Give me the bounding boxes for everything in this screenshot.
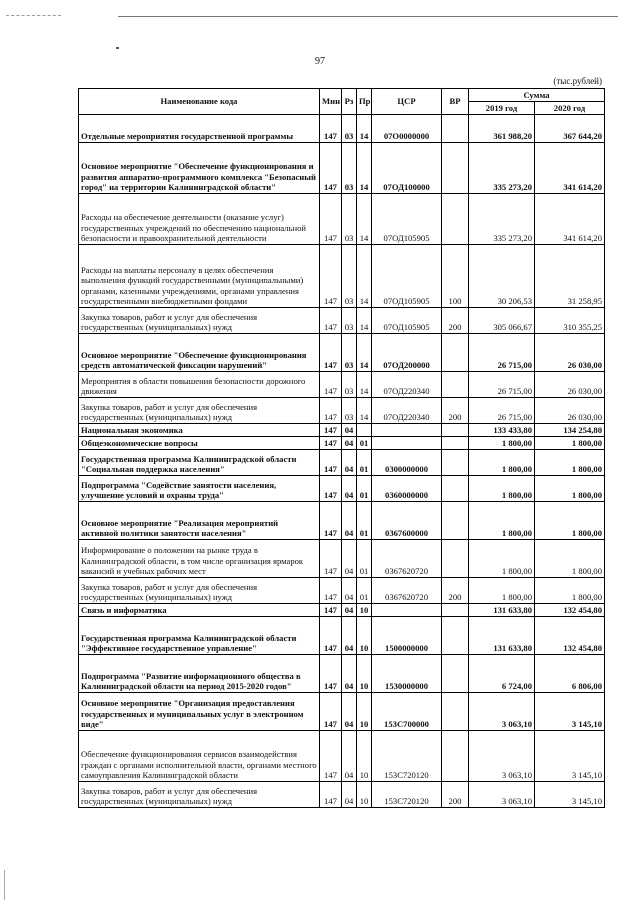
page-number: 97	[315, 56, 325, 67]
cell-pr: 14	[357, 245, 372, 308]
cell-rz: 03	[342, 308, 357, 334]
table-row	[79, 655, 605, 693]
header-csr: ЦСР	[372, 89, 442, 115]
cell-y2020: 132 454,80	[535, 604, 605, 617]
cell-csr: 07О0000000	[372, 115, 442, 143]
cell-vr	[442, 540, 469, 578]
cell-pr: 01	[357, 450, 372, 476]
table-body	[79, 115, 605, 808]
cell-csr	[372, 437, 442, 450]
cell-y2020: 6 806,00	[535, 655, 605, 693]
cell-pr: 10	[357, 731, 372, 782]
cell-y2019: 26 715,00	[469, 398, 535, 424]
cell-name: Закупка товаров, работ и услуг для обеспечения государственных (муниципальных) нужд	[79, 782, 320, 808]
table-row	[79, 731, 605, 782]
cell-mn: 147	[320, 334, 342, 372]
cell-y2019: 1 800,00	[469, 476, 535, 502]
cell-mn: 147	[320, 143, 342, 194]
cell-rz: 04	[342, 450, 357, 476]
cell-pr: 14	[357, 115, 372, 143]
cell-y2019: 1 800,00	[469, 540, 535, 578]
cell-y2019: 1 800,00	[469, 578, 535, 604]
table-row	[79, 245, 605, 308]
cell-csr: 0367620720	[372, 578, 442, 604]
cell-mn: 147	[320, 450, 342, 476]
cell-rz: 03	[342, 194, 357, 245]
cell-pr: 10	[357, 604, 372, 617]
cell-name: Основное мероприятие "Организация предоставления государственных и муниципальных услуг в электронном виде"	[79, 693, 320, 731]
cell-y2019: 1 800,00	[469, 450, 535, 476]
cell-mn: 147	[320, 437, 342, 450]
cell-y2019: 1 800,00	[469, 502, 535, 540]
cell-csr: 07ОД100000	[372, 143, 442, 194]
cell-csr: 1530000000	[372, 655, 442, 693]
cell-pr: 01	[357, 578, 372, 604]
cell-rz: 04	[342, 424, 357, 437]
cell-vr	[442, 502, 469, 540]
cell-rz: 03	[342, 115, 357, 143]
cell-rz: 04	[342, 782, 357, 808]
cell-y2019: 335 273,20	[469, 194, 535, 245]
cell-y2020: 1 800,00	[535, 437, 605, 450]
top-left-mark	[6, 15, 61, 16]
cell-name: Основное мероприятие "Обеспечение функционирования средств автоматической фиксации нарушений"	[79, 334, 320, 372]
cell-mn: 147	[320, 424, 342, 437]
cell-name: Мероприятия в области повышения безопасности дорожного движения	[79, 372, 320, 398]
cell-csr	[372, 604, 442, 617]
cell-csr: 07ОД200000	[372, 334, 442, 372]
cell-y2020: 310 355,25	[535, 308, 605, 334]
cell-vr	[442, 450, 469, 476]
cell-pr: 14	[357, 308, 372, 334]
cell-vr: 200	[442, 308, 469, 334]
header-2019: 2019 год	[469, 102, 535, 115]
cell-y2020: 132 454,80	[535, 617, 605, 655]
cell-name: Закупка товаров, работ и услуг для обеспечения государственных (муниципальных) нужд	[79, 308, 320, 334]
cell-name: Обеспечение функционирования сервисов взаимодействия граждан с органами исполнительной власти, органами местного самоуправления Калининградской области	[79, 731, 320, 782]
cell-csr: 07ОД105905	[372, 308, 442, 334]
cell-pr: 14	[357, 334, 372, 372]
cell-y2020: 341 614,20	[535, 194, 605, 245]
cell-y2020: 3 145,10	[535, 782, 605, 808]
table-row	[79, 578, 605, 604]
cell-y2019: 30 206,53	[469, 245, 535, 308]
cell-y2019: 26 715,00	[469, 372, 535, 398]
cell-y2019: 361 988,20	[469, 115, 535, 143]
cell-mn: 147	[320, 604, 342, 617]
cell-name: Государственная программа Калининградской области "Социальная поддержка населения"	[79, 450, 320, 476]
cell-y2019: 131 633,80	[469, 617, 535, 655]
table-row	[79, 540, 605, 578]
cell-rz: 03	[342, 334, 357, 372]
cell-name: Информирование о положении на рынке труда в Калининградской области, в том числе организация ярмарок вакансий и учебных рабочих мест	[79, 540, 320, 578]
cell-y2019: 6 724,00	[469, 655, 535, 693]
cell-y2019: 131 633,80	[469, 604, 535, 617]
cell-y2020: 26 030,00	[535, 398, 605, 424]
cell-pr: 14	[357, 194, 372, 245]
cell-csr: 153С720120	[372, 782, 442, 808]
cell-mn: 147	[320, 617, 342, 655]
cell-vr: 200	[442, 398, 469, 424]
cell-rz: 04	[342, 540, 357, 578]
cell-name: Отдельные мероприятия государственной программы	[79, 115, 320, 143]
cell-vr	[442, 115, 469, 143]
header-mn: Мин	[320, 89, 342, 115]
cell-y2019: 3 063,10	[469, 782, 535, 808]
cell-y2020: 134 254,80	[535, 424, 605, 437]
cell-mn: 147	[320, 502, 342, 540]
cell-pr	[357, 424, 372, 437]
cell-vr	[442, 476, 469, 502]
cell-pr: 10	[357, 693, 372, 731]
cell-vr	[442, 143, 469, 194]
cell-name: Расходы на обеспечение деятельности (оказание услуг) государственных учреждений по обеспечению национальной безопасности и правоохранительной деятельности	[79, 194, 320, 245]
cell-rz: 04	[342, 578, 357, 604]
cell-rz: 04	[342, 617, 357, 655]
table-row	[79, 437, 605, 450]
cell-rz: 04	[342, 502, 357, 540]
cell-mn: 147	[320, 476, 342, 502]
table-row	[79, 424, 605, 437]
cell-mn: 147	[320, 245, 342, 308]
cell-csr: 07ОД105905	[372, 245, 442, 308]
cell-name: Подпрограмма "Развитие информационного общества в Калининградской области на период 2015-2020 годов"	[79, 655, 320, 693]
cell-mn: 147	[320, 398, 342, 424]
cell-vr	[442, 194, 469, 245]
cell-mn: 147	[320, 655, 342, 693]
cell-name: Основное мероприятие "Реализация мероприятий активной политики занятости населения"	[79, 502, 320, 540]
cell-rz: 04	[342, 437, 357, 450]
cell-name: Связь и информатика	[79, 604, 320, 617]
cell-pr: 14	[357, 143, 372, 194]
cell-y2020: 1 800,00	[535, 476, 605, 502]
cell-pr: 14	[357, 398, 372, 424]
cell-y2020: 1 800,00	[535, 502, 605, 540]
header-sum: Сумма	[469, 89, 605, 102]
cell-vr: 100	[442, 245, 469, 308]
cell-vr	[442, 617, 469, 655]
cell-y2019: 26 715,00	[469, 334, 535, 372]
table-row	[79, 372, 605, 398]
table-row	[79, 617, 605, 655]
cell-name: Подпрограмма "Содействие занятости населения, улучшение условий и охраны труда"	[79, 476, 320, 502]
cell-csr: 0360000000	[372, 476, 442, 502]
cell-rz: 03	[342, 398, 357, 424]
cell-vr	[442, 655, 469, 693]
cell-y2020: 3 145,10	[535, 693, 605, 731]
cell-y2019: 305 066,67	[469, 308, 535, 334]
cell-name: Общеэкономические вопросы	[79, 437, 320, 450]
cell-y2019: 3 063,10	[469, 731, 535, 782]
cell-csr: 07ОД105905	[372, 194, 442, 245]
cell-csr: 0300000000	[372, 450, 442, 476]
cell-name: Расходы на выплаты персоналу в целях обеспечения выполнения функций государственными (муниципальными) органами, казенными учреждениями, органами управления государственными внебюджетными фондами	[79, 245, 320, 308]
table-row	[79, 693, 605, 731]
cell-csr	[372, 424, 442, 437]
cell-y2020: 1 800,00	[535, 578, 605, 604]
cell-csr: 07ОД220340	[372, 372, 442, 398]
scan-dot	[116, 47, 119, 49]
table-row	[79, 502, 605, 540]
header-pr: Пр	[357, 89, 372, 115]
cell-vr	[442, 731, 469, 782]
cell-y2019: 133 433,80	[469, 424, 535, 437]
cell-y2020: 3 145,10	[535, 731, 605, 782]
cell-name: Национальная экономика	[79, 424, 320, 437]
cell-vr	[442, 334, 469, 372]
cell-vr	[442, 424, 469, 437]
units-label: (тыс.рублей)	[553, 76, 602, 86]
cell-name: Закупка товаров, работ и услуг для обеспечения государственных (муниципальных) нужд	[79, 578, 320, 604]
table-row	[79, 143, 605, 194]
cell-vr: 200	[442, 578, 469, 604]
top-border-line	[118, 16, 618, 17]
table-row	[79, 194, 605, 245]
budget-table	[78, 88, 605, 808]
cell-pr: 10	[357, 655, 372, 693]
cell-vr	[442, 372, 469, 398]
cell-mn: 147	[320, 693, 342, 731]
cell-y2020: 1 800,00	[535, 540, 605, 578]
cell-csr: 0367600000	[372, 502, 442, 540]
cell-y2020: 31 258,95	[535, 245, 605, 308]
table-row	[79, 604, 605, 617]
cell-rz: 04	[342, 476, 357, 502]
cell-vr	[442, 604, 469, 617]
header-rz: Рз	[342, 89, 357, 115]
cell-mn: 147	[320, 540, 342, 578]
table-row	[79, 450, 605, 476]
table-row	[79, 476, 605, 502]
table-row	[79, 115, 605, 143]
cell-csr: 0367620720	[372, 540, 442, 578]
cell-vr: 200	[442, 782, 469, 808]
cell-vr	[442, 693, 469, 731]
cell-mn: 147	[320, 782, 342, 808]
cell-rz: 03	[342, 372, 357, 398]
cell-pr: 01	[357, 540, 372, 578]
cell-pr: 01	[357, 437, 372, 450]
cell-name: Закупка товаров, работ и услуг для обеспечения государственных (муниципальных) нужд	[79, 398, 320, 424]
cell-rz: 03	[342, 143, 357, 194]
cell-csr: 153С720120	[372, 731, 442, 782]
cell-y2019: 3 063,10	[469, 693, 535, 731]
cell-y2019: 335 273,20	[469, 143, 535, 194]
cell-y2020: 1 800,00	[535, 450, 605, 476]
cell-y2020: 26 030,00	[535, 372, 605, 398]
cell-pr: 10	[357, 617, 372, 655]
cell-pr: 10	[357, 782, 372, 808]
cell-name: Основное мероприятие "Обеспечение функционирования и развития аппаратно-программного комплекса "Безопасный город" на территории Калининградской области"	[79, 143, 320, 194]
table-row	[79, 334, 605, 372]
cell-mn: 147	[320, 578, 342, 604]
cell-mn: 147	[320, 731, 342, 782]
cell-mn: 147	[320, 308, 342, 334]
cell-rz: 04	[342, 604, 357, 617]
cell-name: Государственная программа Калининградской области "Эффективное государственное управление"	[79, 617, 320, 655]
cell-rz: 04	[342, 731, 357, 782]
cell-mn: 147	[320, 115, 342, 143]
cell-y2019: 1 800,00	[469, 437, 535, 450]
cell-pr: 01	[357, 502, 372, 540]
header-2020: 2020 год	[535, 102, 605, 115]
cell-rz: 04	[342, 693, 357, 731]
cell-rz: 03	[342, 245, 357, 308]
cell-csr: 153С700000	[372, 693, 442, 731]
cell-vr	[442, 437, 469, 450]
cell-pr: 14	[357, 372, 372, 398]
header-name: Наименование кода	[79, 89, 320, 115]
cell-csr: 1500000000	[372, 617, 442, 655]
cell-y2020: 341 614,20	[535, 143, 605, 194]
cell-csr: 07ОД220340	[372, 398, 442, 424]
header-vr: ВР	[442, 89, 469, 115]
cell-y2020: 26 030,00	[535, 334, 605, 372]
cell-rz: 04	[342, 655, 357, 693]
cell-mn: 147	[320, 372, 342, 398]
table-row	[79, 782, 605, 808]
table-row	[79, 308, 605, 334]
cell-pr: 01	[357, 476, 372, 502]
cell-y2020: 367 644,20	[535, 115, 605, 143]
cell-mn: 147	[320, 194, 342, 245]
table-row	[79, 398, 605, 424]
left-edge-line	[4, 870, 5, 900]
